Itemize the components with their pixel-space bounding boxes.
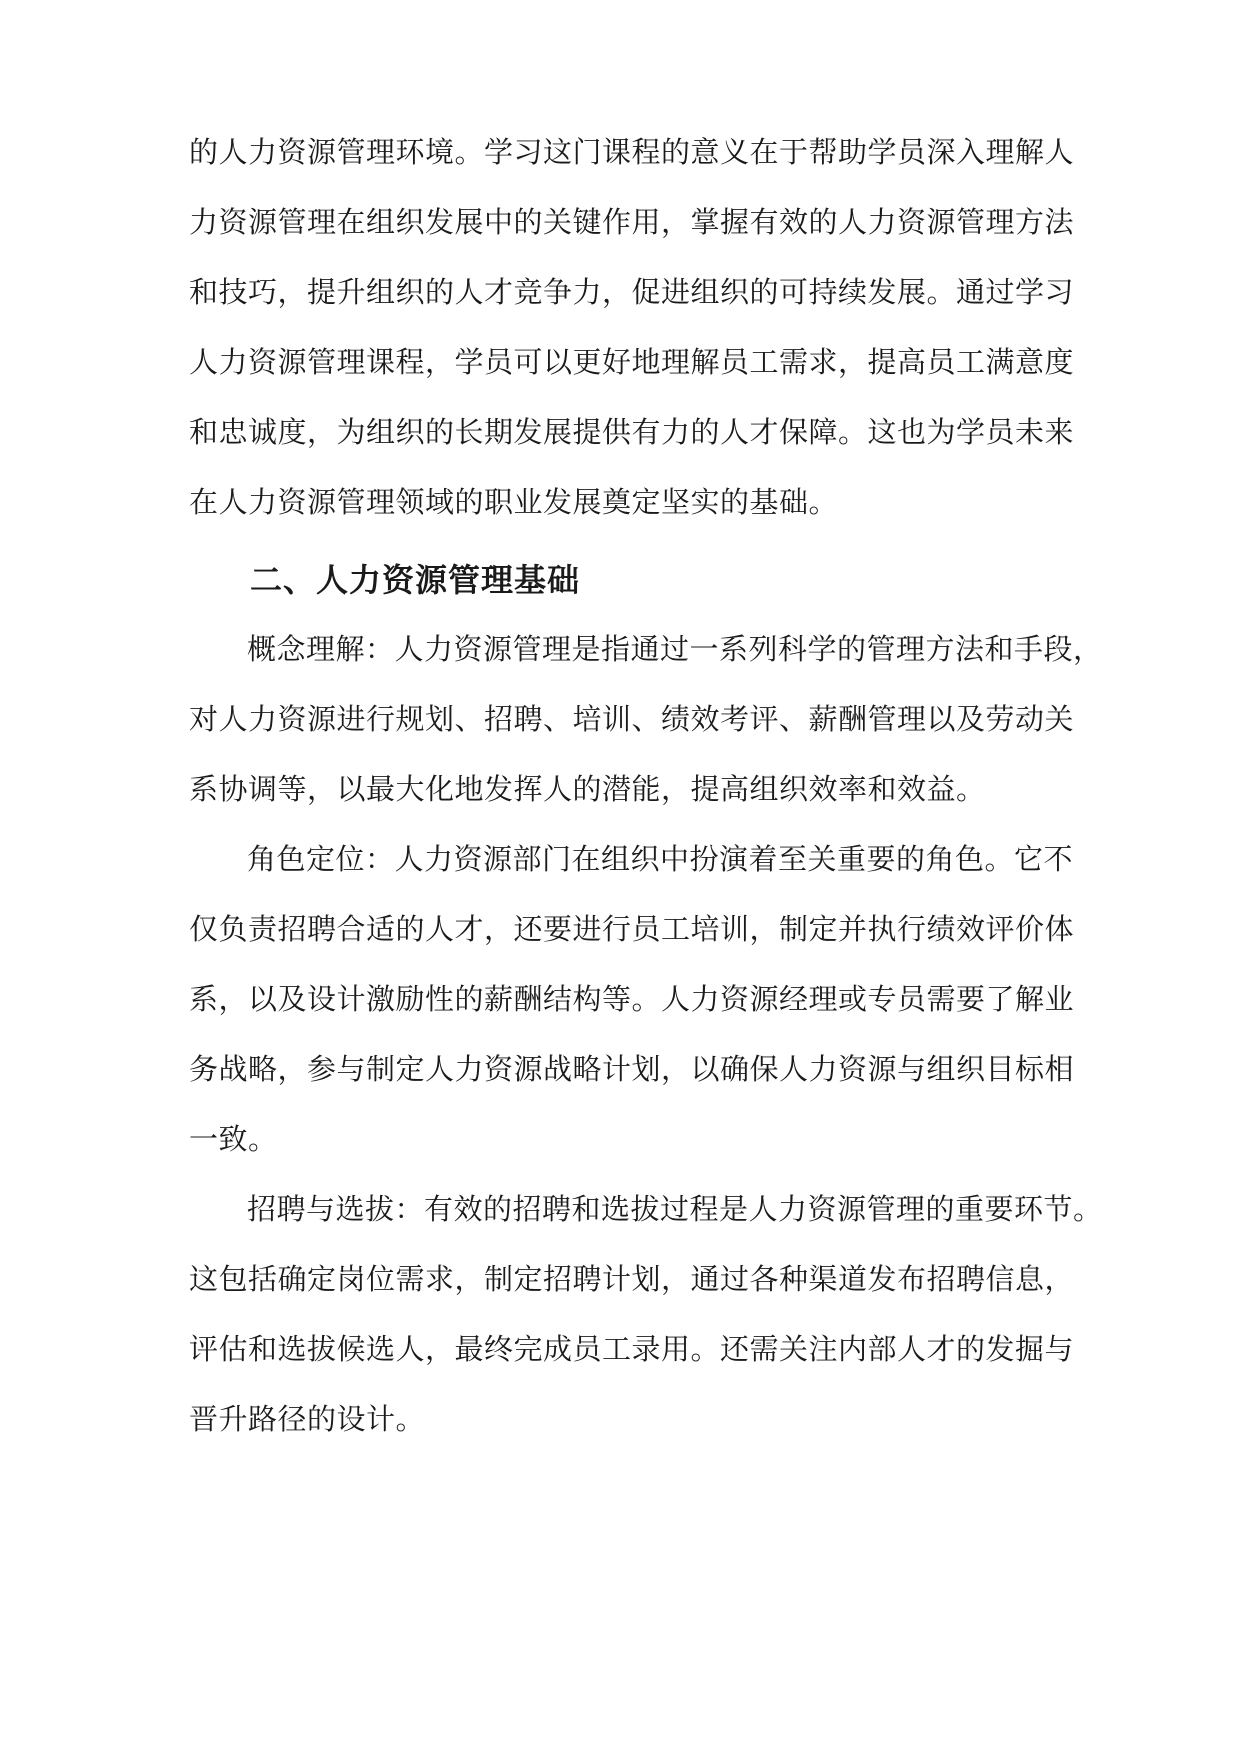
paragraph-line: 这包括确定岗位需求，制定招聘计划，通过各种渠道发布招聘信息，	[189, 1262, 1075, 1296]
paragraph-line: 角色定位：人力资源部门在组织中扮演着至关重要的角色。它不	[247, 842, 1074, 876]
paragraph-line: 评估和选拔候选人，最终完成员工录用。还需关注内部人才的发掘与	[189, 1332, 1075, 1366]
paragraph-line: 招聘与选拔：有效的招聘和选拔过程是人力资源管理的重要环节。	[247, 1192, 1103, 1226]
paragraph-line: 仅负责招聘合适的人才，还要进行员工培训，制定并执行绩效评价体	[189, 912, 1075, 946]
paragraph-line: 和忠诚度，为组织的长期发展提供有力的人才保障。这也为学员未来	[189, 415, 1075, 449]
paragraph-line: 对人力资源进行规划、招聘、培训、绩效考评、薪酬管理以及劳动关	[189, 702, 1075, 736]
paragraph-line: 的人力资源管理环境。学习这门课程的意义在于帮助学员深入理解人	[189, 135, 1075, 169]
section-heading: 二、人力资源管理基础	[250, 561, 581, 599]
paragraph-line: 人力资源管理课程，学员可以更好地理解员工需求，提高员工满意度	[189, 345, 1075, 379]
paragraph-line: 晋升路径的设计。	[189, 1402, 426, 1436]
paragraph-line: 务战略，参与制定人力资源战略计划，以确保人力资源与组织目标相	[189, 1052, 1075, 1086]
paragraph-line: 概念理解：人力资源管理是指通过一系列科学的管理方法和手段，	[247, 632, 1103, 666]
paragraph-line: 系协调等，以最大化地发挥人的潜能，提高组织效率和效益。	[189, 772, 986, 806]
paragraph-line: 和技巧，提升组织的人才竞争力，促进组织的可持续发展。通过学习	[189, 275, 1075, 309]
paragraph-line: 力资源管理在组织发展中的关键作用，掌握有效的人力资源管理方法	[189, 205, 1075, 239]
paragraph-line: 一致。	[189, 1122, 278, 1156]
paragraph-line: 在人力资源管理领域的职业发展奠定坚实的基础。	[189, 485, 839, 519]
paragraph-line: 系，以及设计激励性的薪酬结构等。人力资源经理或专员需要了解业	[189, 982, 1075, 1016]
